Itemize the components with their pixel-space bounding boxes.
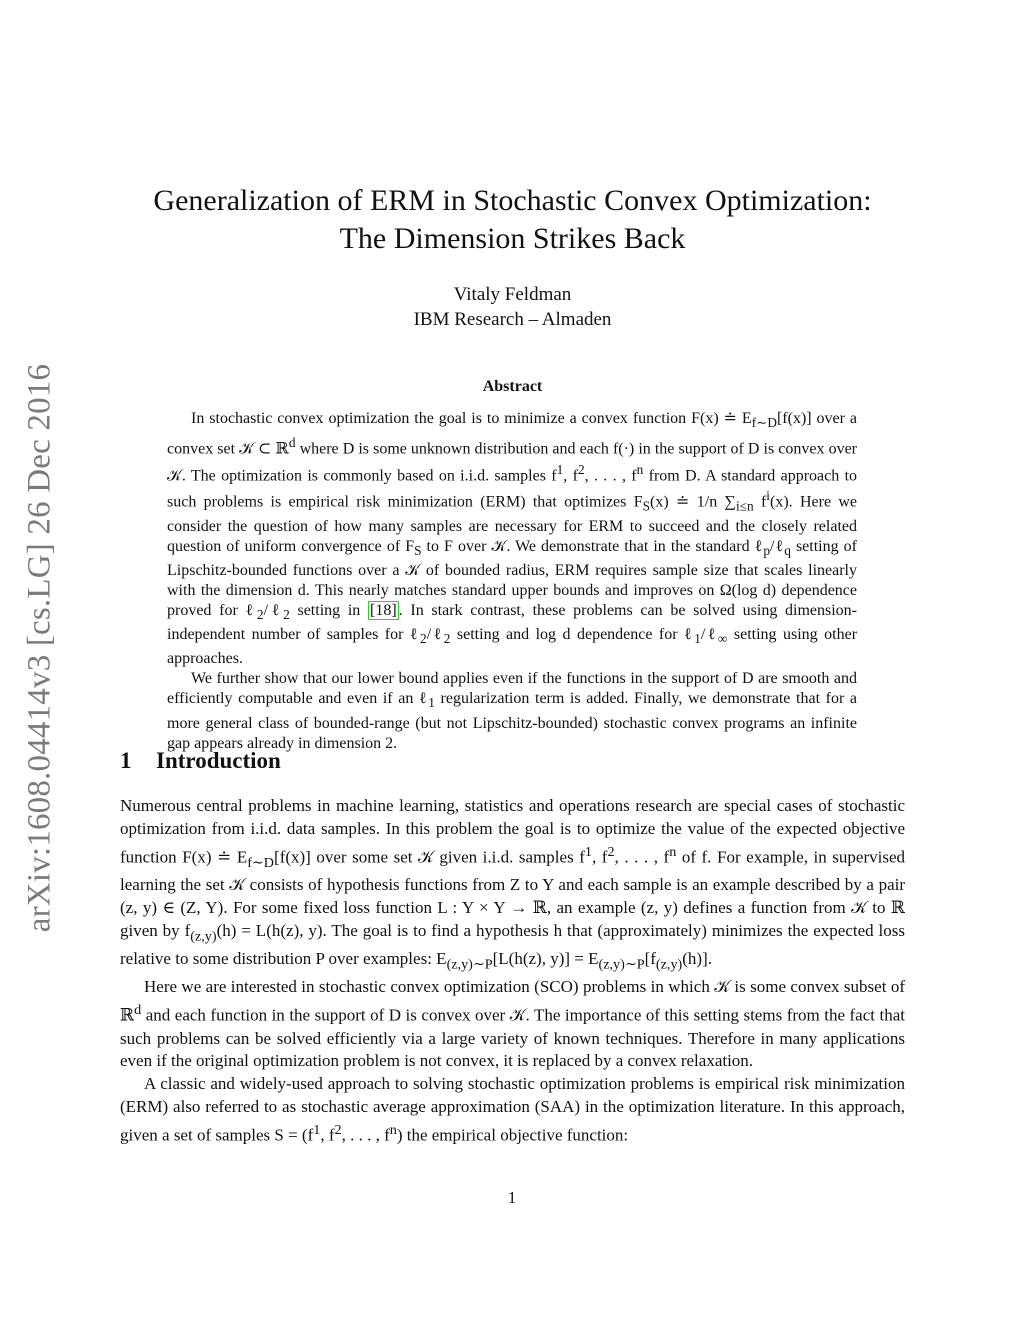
text-span: /ℓ bbox=[426, 626, 444, 644]
text-span: of f. For example, in supervised learning the set 𝒦 consists of hypothesis functions from Z to Y and each sample is an example described by a pair (z, y) ∈ (Z, Y). For some fixed loss function L : Y × Y → ℝ, an example (z, y) defines a function from 𝒦 to ℝ given by f bbox=[120, 847, 906, 941]
author-affiliation: IBM Research – Almaden bbox=[413, 309, 612, 330]
text-subscript: 1 bbox=[428, 695, 435, 711]
text-subscript: S bbox=[642, 498, 651, 514]
text-span: (h)]. bbox=[682, 949, 712, 969]
section-title: Introduction bbox=[156, 748, 281, 773]
text-superscript: n bbox=[636, 461, 644, 477]
body-paragraph-3 bbox=[120, 1073, 905, 1147]
text-superscript: 2 bbox=[577, 461, 585, 477]
text-span: setting and log d dependence for ℓ bbox=[450, 626, 695, 644]
text-span: where D is some unknown distribution and each f(·) in the support of D is convex over 𝒦. The optimization is commonly based on i.i.d. samples f bbox=[167, 440, 857, 484]
section-number: 1 bbox=[120, 748, 132, 773]
text-subscript: (z,y) bbox=[190, 928, 217, 945]
text-span: [f bbox=[644, 949, 656, 969]
title-line-2: The Dimension Strikes Back bbox=[339, 222, 686, 255]
text-span: and each function in the support of D is convex over 𝒦. The importance of this setting stems from the fact that such problems can be solved efficiently via a large variety of known techniques. Therefore in many applications even if the original optimization problem is not convex, it is replaced by a convex relaxation. bbox=[120, 1005, 905, 1071]
text-span: , f bbox=[591, 847, 608, 867]
abstract-body bbox=[167, 409, 857, 754]
text-span: [L(h(z), y)] = E bbox=[492, 949, 599, 969]
body-paragraph-1 bbox=[120, 795, 905, 976]
text-span: Numerous central problems in machine learning, statistics and operations research are special cases of stochastic optimization from i.i.d. data samples. In this problem the goal is to optimize the value of the expected objective function F(x) ≐ E bbox=[120, 796, 905, 867]
title-line-1: Generalization of ERM in Stochastic Convex Optimization: bbox=[153, 184, 872, 217]
text-span: We further show that our lower bound applies even if the functions in the support of D are smooth and efficiently computable and even if an ℓ bbox=[167, 670, 857, 708]
text-superscript: 1 bbox=[313, 1121, 321, 1138]
text-subscript: 2 bbox=[283, 607, 290, 623]
text-superscript: n bbox=[389, 1121, 397, 1138]
text-span: A classic and widely-used approach to solving stochastic optimization problems is empirical risk minimization (ERM) also referred to as stochastic average approximation (SAA) in the optimization literature. In this approach, given a set of samples S = (f bbox=[120, 1074, 905, 1145]
text-span: (h) = L(h(z), y). The goal is to find a hypothesis h that (approximately) minimizes the expected loss relative to some distribution P over examples: E bbox=[120, 921, 906, 969]
section-heading-introduction bbox=[120, 748, 281, 774]
text-subscript: ∞ bbox=[717, 631, 728, 647]
text-span: setting of Lipschitz-bounded functions over a 𝒦 of bounded radius, ERM requires sample size that scales linearly with the dimension d. This nearly matches standard upper bounds and improves on Ω(log d) dependence proved for ℓ bbox=[167, 537, 857, 619]
text-span: f bbox=[753, 493, 767, 511]
text-subscript: 2 bbox=[443, 631, 451, 647]
text-superscript: d bbox=[288, 435, 296, 451]
arxiv-identifier: arXiv:1608.04414v3 [cs.LG] 26 Dec 2016 bbox=[21, 363, 58, 933]
text-subscript: (z,y) bbox=[655, 956, 683, 973]
text-span: regularization term is added. Finally, we demonstrate that for a more general class of bounded-range (but not Lipschitz-bounded) stochastic convex programs an infinite gap appears already in dimension 2. bbox=[167, 690, 858, 752]
text-span: ) the empirical objective function: bbox=[396, 1125, 629, 1145]
paper-title bbox=[120, 182, 905, 258]
text-span: from D. A standard approach to such problems is empirical risk minimization (ERM) that optimizes F bbox=[167, 466, 858, 511]
text-superscript: d bbox=[134, 1002, 142, 1019]
text-span: (x) ≐ bbox=[650, 493, 697, 511]
text-subscript: p bbox=[763, 542, 771, 558]
arxiv-sidebar-stamp bbox=[10, 348, 70, 948]
page-number: 1 bbox=[507, 1188, 517, 1207]
text-subscript: S bbox=[414, 542, 422, 558]
text-span: [f(x)] over a convex set 𝒦 ⊂ ℝ bbox=[167, 410, 858, 458]
body-paragraph-2 bbox=[120, 976, 905, 1073]
text-subscript: i≤n bbox=[735, 498, 754, 514]
author-name: Vitaly Feldman bbox=[453, 284, 572, 305]
text-subscript: q bbox=[784, 542, 791, 558]
text-subscript: (z,y)∼P bbox=[598, 956, 645, 973]
text-span: setting in bbox=[289, 601, 369, 619]
text-subscript: (z,y)∼P bbox=[446, 956, 493, 973]
text-superscript: 1 bbox=[584, 843, 592, 860]
text-span: , . . . , f bbox=[584, 466, 637, 484]
text-span: In stochastic convex optimization the goal is to minimize a convex function F(x) ≐ E bbox=[191, 410, 752, 427]
text-span: setting using other approaches. bbox=[167, 626, 858, 668]
fraction-one-over-n: 1/n bbox=[696, 493, 718, 511]
text-subscript: f∼D bbox=[247, 854, 275, 871]
text-subscript: f∼D bbox=[751, 415, 777, 431]
text-span: /ℓ bbox=[700, 626, 718, 644]
text-superscript: n bbox=[669, 843, 677, 860]
text-span: , f bbox=[320, 1125, 335, 1145]
author-block bbox=[120, 282, 905, 332]
text-span: /ℓ bbox=[263, 601, 284, 619]
text-span: to F over 𝒦. We demonstrate that in the standard ℓ bbox=[421, 537, 764, 555]
text-superscript: 2 bbox=[607, 843, 615, 860]
text-span: [f(x)] over some set 𝒦 given i.i.d. samples f bbox=[274, 847, 585, 867]
text-span: Here we are interested in stochastic convex optimization (SCO) problems in which 𝒦 is some convex subset of ℝ bbox=[120, 977, 905, 1025]
summation-symbol: ∑ bbox=[717, 493, 736, 511]
citation-link[interactable]: [18] bbox=[370, 601, 397, 619]
text-subscript: 2 bbox=[256, 607, 264, 623]
text-span: , f bbox=[563, 466, 578, 484]
abstract-paragraph-2 bbox=[167, 669, 857, 753]
text-span: , . . . , f bbox=[341, 1125, 390, 1145]
text-span: . In stark contrast, these problems can be solved using dimension-independent number of samples for ℓ bbox=[167, 601, 858, 644]
text-superscript: 2 bbox=[334, 1121, 342, 1138]
text-subscript: 1 bbox=[694, 631, 701, 647]
abstract-heading: Abstract bbox=[482, 378, 543, 395]
text-superscript: i bbox=[766, 487, 770, 503]
text-span: , . . . , f bbox=[614, 847, 670, 867]
text-span: /ℓ bbox=[770, 537, 785, 555]
text-span: (x). Here we consider the question of how many samples are necessary for ERM to succeed and the closely related question of uniform convergence of F bbox=[167, 493, 858, 555]
introduction-body bbox=[120, 795, 905, 1147]
text-superscript: 1 bbox=[556, 461, 564, 477]
abstract-paragraph-1 bbox=[167, 409, 857, 669]
text-subscript: 2 bbox=[420, 631, 427, 647]
